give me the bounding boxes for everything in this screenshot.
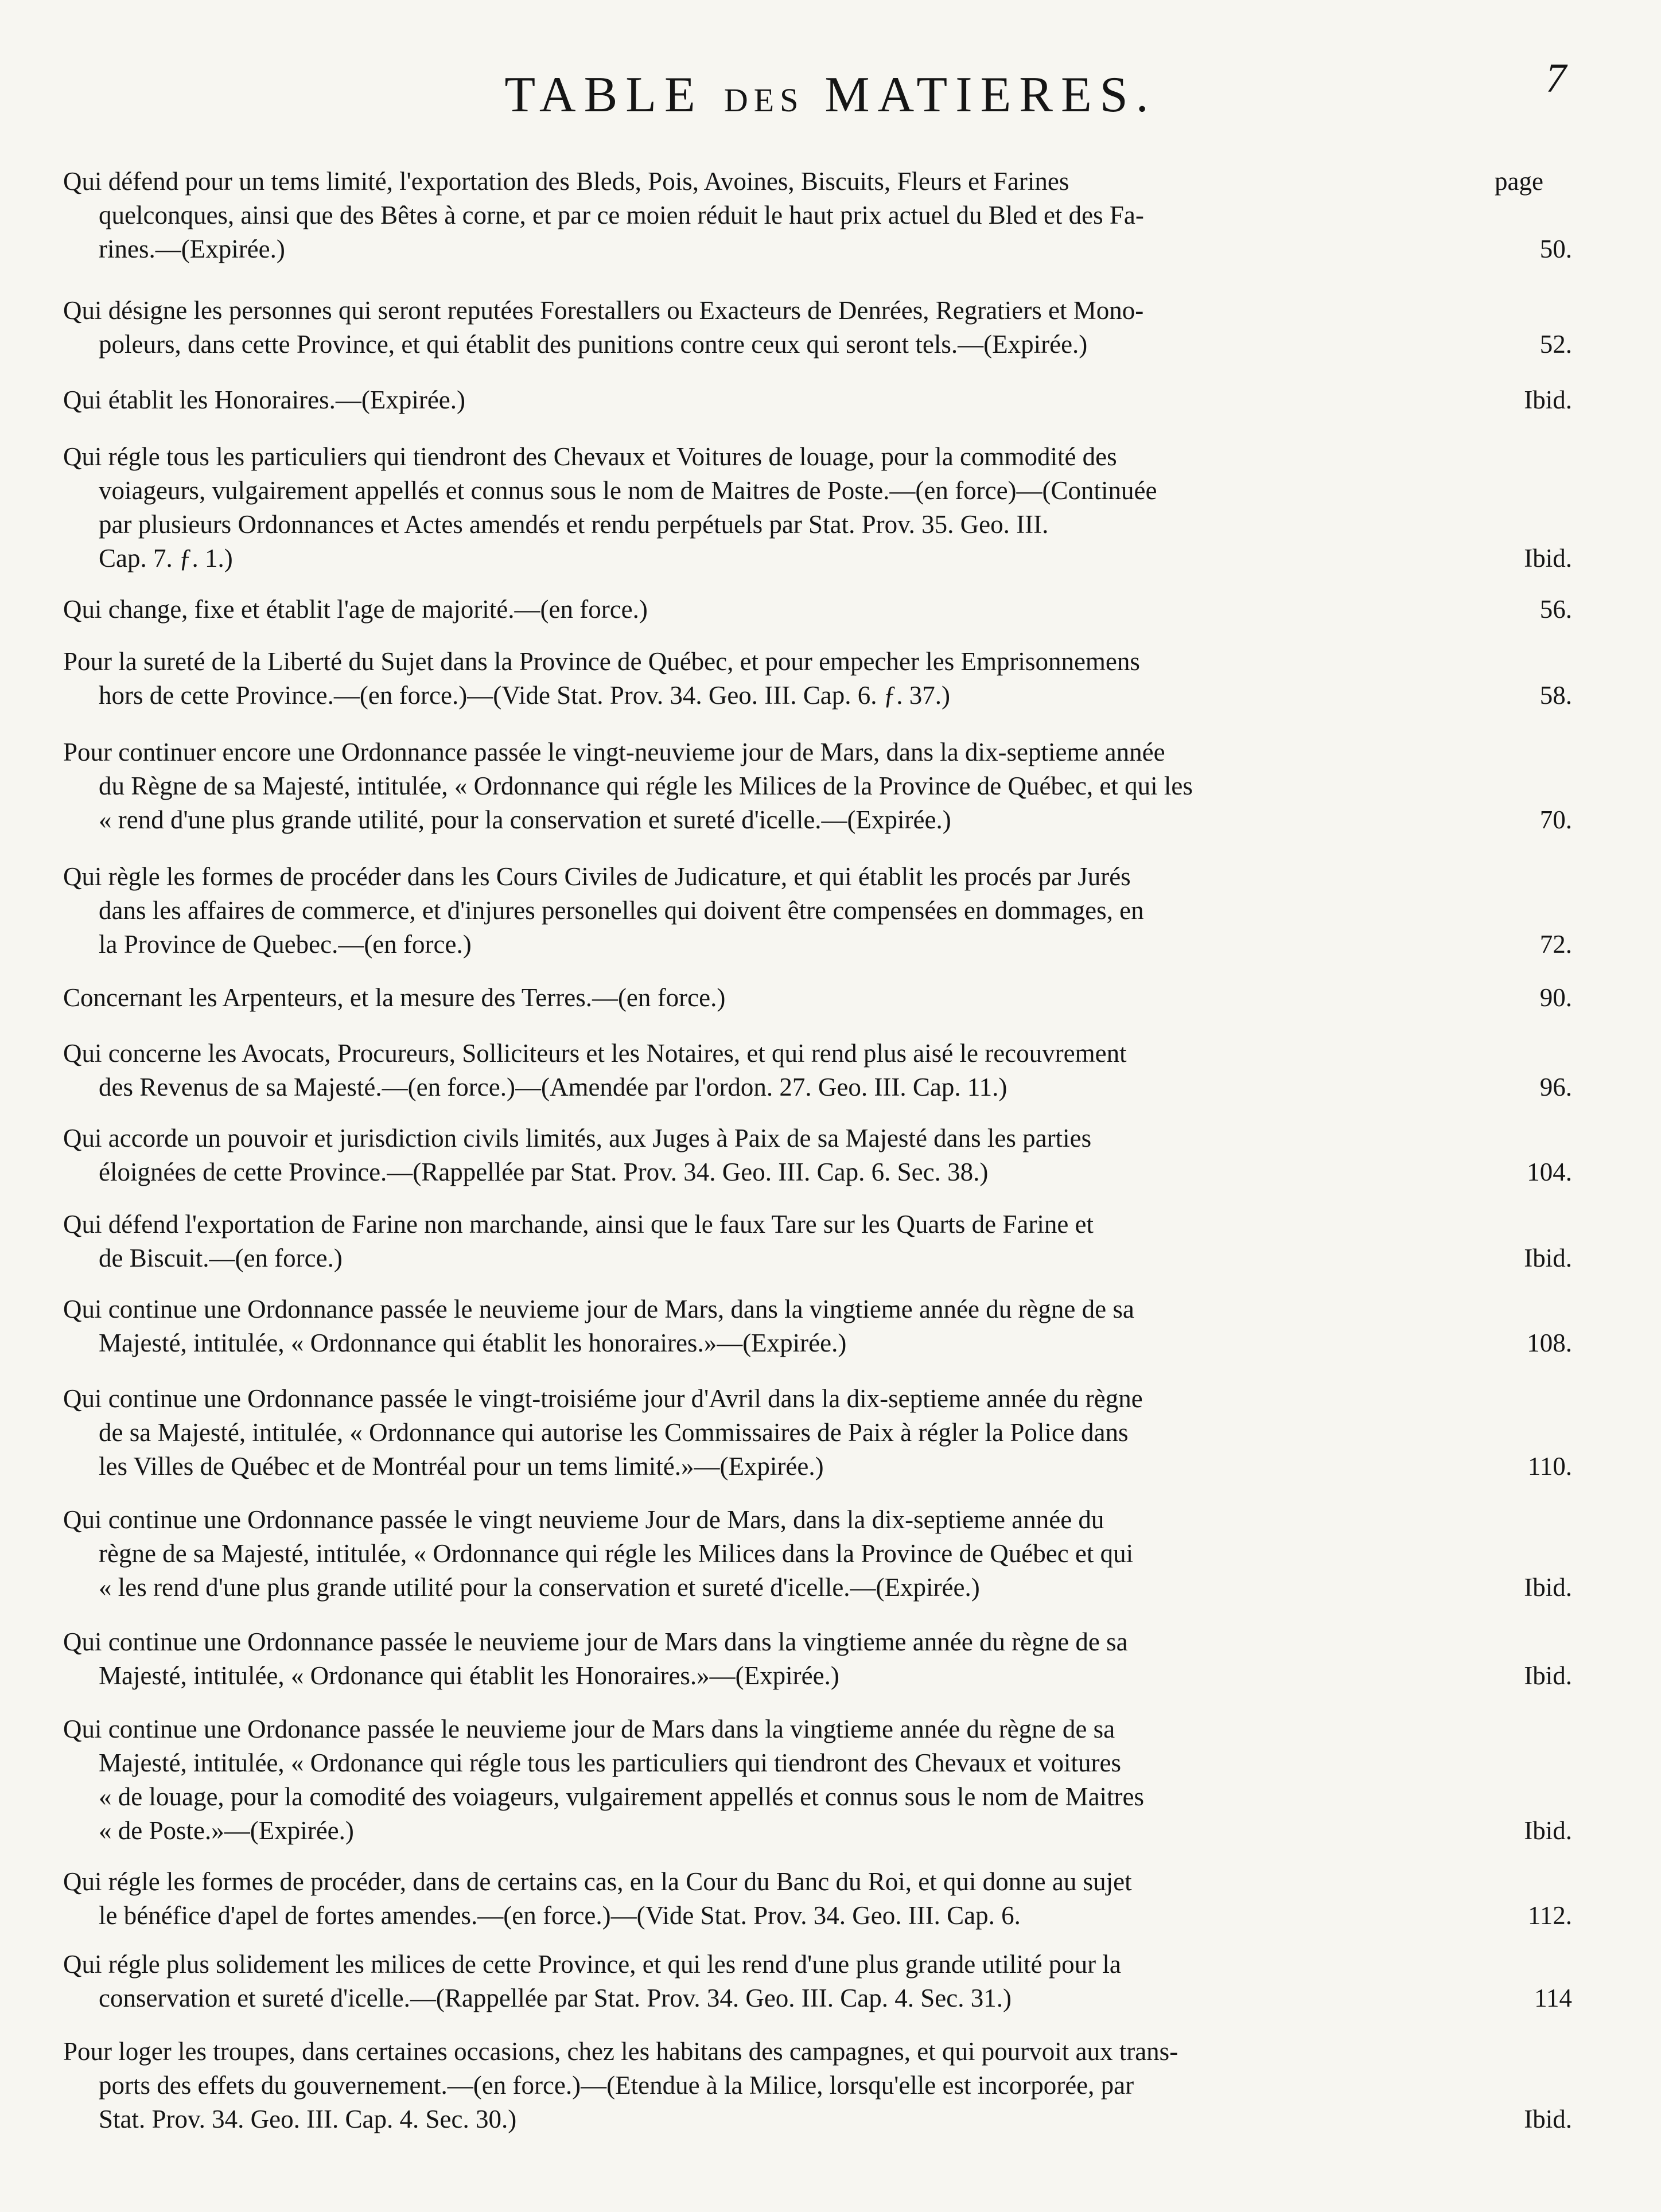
toc-entry-page: 114 <box>1534 1984 1572 2012</box>
toc-entry-page: 112. <box>1527 1901 1572 1930</box>
toc-entry-line: Qui désigne les personnes qui seront reputées Forestallers ou Exacteurs de Denrées, Regratiers et Mono- <box>63 296 1144 325</box>
toc-entry-page: Ibid. <box>1524 2105 1572 2133</box>
toc-entry-line: conservation et sureté d'icelle.—(Rappellée par Stat. Prov. 34. Geo. III. Cap. 4. Sec. 31.) <box>99 1984 1012 2012</box>
toc-entry-line: Qui régle tous les particuliers qui tiendront des Chevaux et Voitures de louage, pour la commodité des <box>63 442 1117 471</box>
toc-entry-text <box>63 1121 1429 1189</box>
toc-entry-text <box>63 2035 1429 2136</box>
toc-entry <box>63 2035 1572 2136</box>
toc-entry-page: 90. <box>1539 983 1572 1012</box>
toc-entry <box>63 1948 1572 2015</box>
toc-entry-line: Pour continuer encore une Ordonnance passée le vingt-neuvieme jour de Mars, dans la dix-septieme année <box>63 738 1165 766</box>
toc-entry-text <box>63 383 1429 417</box>
toc-entry-text <box>63 1208 1429 1275</box>
toc-entry-line: dans les affaires de commerce, et d'injures personelles qui doivent être compensées en dommages, en <box>99 896 1144 925</box>
toc-entry-page: 96. <box>1539 1073 1572 1101</box>
toc-entry-text <box>63 645 1429 712</box>
toc-entry <box>63 1503 1572 1605</box>
toc-entry-line: Pour la sureté de la Liberté du Sujet dans la Province de Québec, et pour empecher les Emprisonnemens <box>63 647 1140 676</box>
toc-entry <box>63 383 1572 417</box>
toc-entry-line: Qui change, fixe et établit l'age de majorité.—(en force.) <box>63 595 648 624</box>
toc-entry-text <box>63 981 1429 1015</box>
toc-entry-line: Qui continue une Ordonance passée le neuvieme jour de Mars dans la vingtieme année du règne de sa <box>63 1715 1115 1743</box>
toc-entry-text <box>63 1625 1429 1693</box>
toc-entry <box>63 1292 1572 1360</box>
toc-entry-line: Qui régle les formes de procéder, dans de certains cas, en la Cour du Banc du Roi, et qui donne au sujet <box>63 1867 1132 1896</box>
toc-entry-line: des Revenus de sa Majesté.—(en force.)—(Amendée par l'ordon. 27. Geo. III. Cap. 11.) <box>99 1073 1008 1101</box>
toc-entry-page: 104. <box>1527 1158 1572 1186</box>
toc-entry-page: 70. <box>1539 805 1572 834</box>
toc-entry <box>63 860 1572 961</box>
toc-entry-line: Stat. Prov. 34. Geo. III. Cap. 4. Sec. 30.) <box>99 2105 517 2133</box>
toc-entry-line: règne de sa Majesté, intitulée, « Ordonnance qui régle les Milices dans la Province de Québec et qui <box>99 1539 1134 1568</box>
toc-entry-line: Majesté, intitulée, « Ordonnance qui établit les honoraires.»—(Expirée.) <box>99 1329 847 1357</box>
toc-entry-text <box>63 593 1429 626</box>
toc-entry-line: hors de cette Province.—(en force.)—(Vide Stat. Prov. 34. Geo. III. Cap. 6. ƒ. 37.) <box>99 681 950 710</box>
toc-entry-text <box>63 1037 1429 1104</box>
toc-entry <box>63 645 1572 712</box>
toc-entry-line: voiageurs, vulgairement appellés et connus sous le nom de Maitres de Poste.—(en force)—(Continuée <box>99 476 1157 505</box>
toc-entry-page: Ibid. <box>1524 544 1572 573</box>
toc-entry-line: le bénéfice d'apel de fortes amendes.—(en force.)—(Vide Stat. Prov. 34. Geo. III. Cap. 6. <box>99 1901 1021 1930</box>
toc-entry-text <box>63 165 1429 266</box>
toc-entry-line: « de louage, pour la comodité des voiageurs, vulgairement appellés et connus sous le nom de Maitres <box>99 1782 1145 1811</box>
table-of-contents <box>63 146 1572 2136</box>
toc-entry <box>63 440 1572 575</box>
toc-entry-text <box>63 1948 1429 2015</box>
toc-entry-line: Qui défend l'exportation de Farine non marchande, ainsi que le faux Tare sur les Quarts de Farine et <box>63 1210 1094 1239</box>
toc-entry-line: du Règne de sa Majesté, intitulée, « Ordonnance qui régle les Milices de la Province de Québec, et qui les <box>99 772 1193 800</box>
toc-entry-page: 110. <box>1527 1452 1572 1481</box>
toc-entry-text <box>63 860 1429 961</box>
toc-entry-line: « rend d'une plus grande utilité, pour la conservation et sureté d'icelle.—(Expirée.) <box>99 805 951 834</box>
toc-entry-page: 58. <box>1539 681 1572 710</box>
toc-entry <box>63 593 1572 626</box>
toc-entry-line: Majesté, intitulée, « Ordonance qui établit les Honoraires.»—(Expirée.) <box>99 1661 839 1690</box>
toc-entry-page: 52. <box>1539 330 1572 359</box>
toc-entry-page: 50. <box>1539 235 1572 263</box>
toc-entry-line: Qui continue une Ordonnance passée le vingt neuvieme Jour de Mars, dans la dix-septieme année du <box>63 1505 1104 1534</box>
toc-entry-line: « les rend d'une plus grande utilité pour la conservation et sureté d'icelle.—(Expirée.) <box>99 1573 980 1602</box>
toc-entry-page: Ibid. <box>1524 1573 1572 1602</box>
toc-entry-line: Qui accorde un pouvoir et jurisdiction civils limités, aux Juges à Paix de sa Majesté dans les parties <box>63 1124 1092 1152</box>
toc-entry <box>63 1712 1572 1848</box>
toc-entry-page: 108. <box>1527 1329 1572 1357</box>
title-part-matieres: MATIERES. <box>824 67 1157 123</box>
toc-entry-text <box>63 1503 1429 1605</box>
toc-entry <box>63 1208 1572 1275</box>
toc-entry-page: Ibid. <box>1524 1244 1572 1272</box>
toc-entry-line: Qui défend pour un tems limité, l'exportation des Bleds, Pois, Avoines, Biscuits, Fleurs et Farines <box>63 167 1069 196</box>
toc-entry <box>63 1625 1572 1693</box>
toc-entry-text <box>63 1865 1429 1933</box>
page-number: 7 <box>1546 55 1566 101</box>
toc-entry-line: Cap. 7. ƒ. 1.) <box>99 544 233 573</box>
toc-entry-text <box>63 735 1429 837</box>
toc-entry-text <box>63 294 1429 361</box>
toc-entry <box>63 981 1572 1015</box>
toc-entry-line: Concernant les Arpenteurs, et la mesure des Terres.—(en force.) <box>63 983 726 1012</box>
title-part-table: TABLE <box>504 67 703 123</box>
toc-entry-page: 56. <box>1539 595 1572 624</box>
toc-entry-line: par plusieurs Ordonnances et Actes amendés et rendu perpétuels par Stat. Prov. 35. Geo. III. <box>99 510 1049 539</box>
toc-entry-line: éloignées de cette Province.—(Rappellée par Stat. Prov. 34. Geo. III. Cap. 6. Sec. 38.) <box>99 1158 989 1186</box>
toc-entry-line: « de Poste.»—(Expirée.) <box>99 1816 354 1845</box>
toc-entry-line: Qui établit les Honoraires.—(Expirée.) <box>63 385 466 414</box>
toc-entry <box>63 1121 1572 1189</box>
page-column-label: page <box>1495 167 1543 196</box>
toc-entry-line: la Province de Quebec.—(en force.) <box>99 930 472 959</box>
toc-entry-line: de sa Majesté, intitulée, « Ordonnance qui autorise les Commissaires de Paix à régler la Police dans <box>99 1418 1129 1447</box>
toc-entry-line: Qui régle plus solidement les milices de cette Province, et qui les rend d'une plus grande utilité pour la <box>63 1950 1121 1979</box>
toc-entry-line: ports des effets du gouvernement.—(en force.)—(Etendue à la Milice, lorsqu'elle est incorporée, par <box>99 2071 1134 2100</box>
toc-entry-page: Ibid. <box>1524 385 1572 414</box>
toc-entry-line: Pour loger les troupes, dans certaines occasions, chez les habitans des campagnes, et qui pourvoit aux trans- <box>63 2037 1178 2066</box>
toc-entry <box>63 1382 1572 1483</box>
toc-entry-line: de Biscuit.—(en force.) <box>99 1244 343 1272</box>
toc-entry-line: quelconques, ainsi que des Bêtes à corne, et par ce moien réduit le haut prix actuel du Bled et des Fa- <box>99 201 1144 229</box>
toc-entry-line: Qui continue une Ordonnance passée le neuvieme jour de Mars, dans la vingtieme année du règne de sa <box>63 1295 1134 1323</box>
toc-entry-text <box>63 1292 1429 1360</box>
toc-entry-line: les Villes de Québec et de Montréal pour un tems limité.»—(Expirée.) <box>99 1452 824 1481</box>
toc-entry-text <box>63 440 1429 575</box>
toc-entry-page: Ibid. <box>1524 1816 1572 1845</box>
toc-entry-line: poleurs, dans cette Province, et qui établit des punitions contre ceux qui seront tels.—(Expirée.) <box>99 330 1088 359</box>
toc-entry-line: Majesté, intitulée, « Ordonance qui régle tous les particuliers qui tiendront des Chevaux et voitures <box>99 1748 1122 1777</box>
toc-entry-text <box>63 1712 1429 1848</box>
toc-entry-text <box>63 1382 1429 1483</box>
toc-entry-line: Qui continue une Ordonnance passée le vingt-troisiéme jour d'Avril dans la dix-septieme année du règne <box>63 1384 1143 1413</box>
toc-entry-line: Qui concerne les Avocats, Procureurs, Solliciteurs et les Notaires, et qui rend plus aisé le recouvrement <box>63 1039 1127 1068</box>
toc-entry-page: 72. <box>1539 930 1572 959</box>
toc-entry-line: rines.—(Expirée.) <box>99 235 285 263</box>
toc-entry <box>63 294 1572 361</box>
toc-entry <box>63 735 1572 837</box>
page-title <box>0 66 1661 124</box>
toc-entry <box>63 165 1572 266</box>
toc-entry <box>63 1865 1572 1933</box>
toc-entry-line: Qui continue une Ordonnance passée le neuvieme jour de Mars dans la vingtieme année du règne de sa <box>63 1627 1128 1656</box>
toc-entry <box>63 1037 1572 1104</box>
toc-entry-page: Ibid. <box>1524 1661 1572 1690</box>
title-part-des: DES <box>723 81 804 119</box>
toc-entry-line: Qui règle les formes de procéder dans les Cours Civiles de Judicature, et qui établit les procés par Jurés <box>63 862 1131 891</box>
